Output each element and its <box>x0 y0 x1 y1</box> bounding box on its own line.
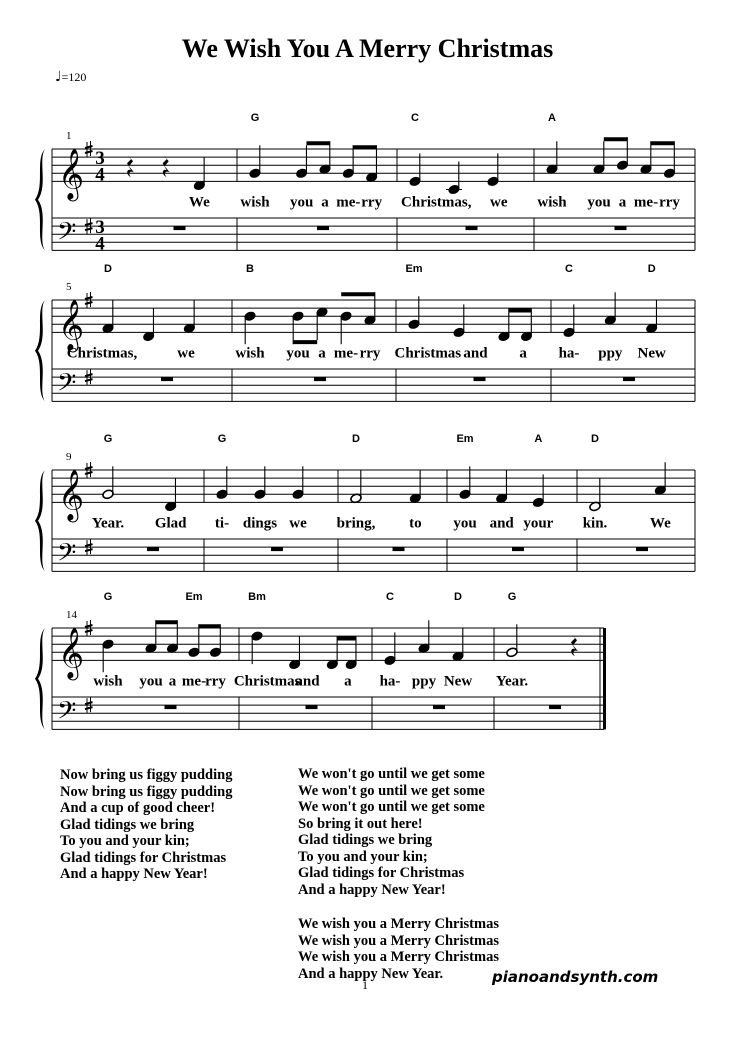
treble-staff <box>52 470 695 502</box>
treble-staff <box>52 628 604 660</box>
bass-clef-icon: 𝄢 <box>57 696 77 732</box>
treble-clef-icon: 𝄞 <box>58 627 85 679</box>
beam <box>293 340 317 344</box>
lyric-syllable: We <box>188 194 210 211</box>
lyric-syllable: you <box>453 515 477 532</box>
sharp-stroke <box>85 223 93 225</box>
chord-symbol: G <box>507 591 517 603</box>
lyric-syllable: ppy <box>411 673 437 690</box>
verse-3 <box>298 766 485 898</box>
whole-rest-icon <box>474 377 486 381</box>
chord-symbol: D <box>647 263 656 275</box>
lyric-syllable: ha- <box>379 673 401 690</box>
quarter-note-icon: ♩ <box>55 69 62 85</box>
lyric-syllable: kin. <box>582 515 608 532</box>
lyric-syllable: We <box>649 515 671 532</box>
lyric-syllable: New <box>637 345 666 362</box>
sharp-stroke <box>85 472 93 474</box>
whole-rest-icon <box>466 226 478 230</box>
lyric-syllable: a <box>344 673 352 690</box>
measure-number: 5 <box>66 281 72 293</box>
beam <box>353 145 376 149</box>
measure-number: 1 <box>66 130 72 142</box>
whole-rest-icon <box>317 226 329 230</box>
whole-rest-icon <box>147 547 159 551</box>
quarter-rest-icon <box>163 155 170 177</box>
lyric-syllable: and <box>295 673 320 690</box>
chord-symbol: B <box>246 263 254 275</box>
lyric-syllable: and <box>463 345 488 362</box>
lyric-syllable: dings <box>242 515 278 532</box>
lyric-syllable: rry <box>659 194 680 211</box>
whole-rest-icon <box>271 547 283 551</box>
whole-rest-icon <box>549 705 561 709</box>
chord-symbol: D <box>454 591 462 603</box>
lyric-syllable: you <box>139 673 163 690</box>
lyric-syllable: you <box>587 194 611 211</box>
lyric-syllable: me- <box>181 673 207 690</box>
measure-number: 14 <box>66 609 77 621</box>
sharp-stroke <box>85 549 93 551</box>
tempo-value: =120 <box>61 70 87 84</box>
verse-2 <box>60 767 232 883</box>
lyric-syllable: Year. <box>91 515 125 532</box>
verse-line: Now bring us figgy pudding <box>60 783 233 800</box>
chord-symbol: D <box>591 433 599 445</box>
verse-line: We wish you a Merry Christmas <box>298 932 499 949</box>
sharp-stroke <box>85 151 93 153</box>
beam <box>156 620 178 624</box>
bass-staff <box>52 538 695 574</box>
verse-4 <box>298 916 499 982</box>
sharp-stroke <box>85 146 93 148</box>
sharp-stroke <box>85 702 93 704</box>
verse-line: We won't go until we get some <box>298 782 485 799</box>
time-signature-bottom: 4 <box>95 164 105 186</box>
whole-rest-icon <box>615 226 627 230</box>
chord-symbol: Bm <box>248 591 266 603</box>
lyric-syllable: me- <box>633 194 659 211</box>
lyric-syllable: ti- <box>214 515 230 532</box>
verse-line: We wish you a Merry Christmas <box>298 949 499 965</box>
whole-rest-icon <box>306 705 318 709</box>
chord-symbol: D <box>352 433 360 445</box>
whole-rest-icon <box>165 705 177 709</box>
chord-symbol: G <box>103 591 113 603</box>
quarter-rest-icon <box>127 155 134 177</box>
lyric-syllable: Glad <box>154 515 187 532</box>
lyric-syllable: wish <box>235 345 265 362</box>
lyric-syllable: Christmas, <box>66 345 138 362</box>
bass-staff <box>52 696 604 732</box>
verse-line: So bring it out here! <box>298 815 423 832</box>
sharp-stroke <box>85 379 93 381</box>
sharp-stroke <box>85 228 93 230</box>
chord-symbol: A <box>548 112 556 124</box>
beam <box>341 292 375 296</box>
bass-clef-icon: 𝄢 <box>57 217 77 253</box>
chord-symbol: Em <box>185 591 203 603</box>
chord-symbol: A <box>534 433 543 445</box>
lyric-syllable: a <box>519 345 527 362</box>
beam <box>199 624 221 628</box>
chord-symbol: G <box>103 433 113 445</box>
whole-rest-icon <box>512 547 524 551</box>
verse-line: To you and your kin; <box>60 833 190 849</box>
lyric-syllable: you <box>289 194 314 211</box>
brace <box>35 149 45 250</box>
sharp-stroke <box>85 625 93 627</box>
beam <box>337 636 356 640</box>
lyric-syllable: New <box>443 673 473 690</box>
lyric-syllable: wish <box>93 673 123 690</box>
beam <box>509 308 532 312</box>
sharp-stroke <box>85 302 93 304</box>
bass-clef-icon: 𝄢 <box>57 538 77 574</box>
lyric-syllable: rry <box>361 194 383 211</box>
quarter-rest-icon <box>571 634 578 656</box>
sharp-stroke <box>85 297 93 299</box>
sharp-stroke <box>85 467 93 469</box>
whole-rest-icon <box>636 547 648 551</box>
chord-symbol: Em <box>405 263 423 275</box>
lyric-syllable: wish <box>240 194 270 211</box>
bass-clef-icon: 𝄢 <box>57 368 77 404</box>
page-number: 1 <box>362 978 368 992</box>
time-signature-bottom: 4 <box>95 233 105 255</box>
bass-staff <box>52 217 695 253</box>
verse-line: We won't go until we get some <box>298 799 485 815</box>
brace <box>35 628 45 729</box>
time-signature-top: 3 <box>95 148 105 170</box>
sharp-stroke <box>85 544 93 546</box>
verse-line: Glad tidings for Christmas <box>60 849 227 866</box>
verse-line: And a happy New Year. <box>298 965 444 982</box>
beam <box>604 137 628 141</box>
page-title: We Wish You A Merry Christmas <box>181 34 554 63</box>
time-signature-top: 3 <box>95 217 105 239</box>
lyric-syllable: you <box>286 345 310 362</box>
verse-line: We wish you a Merry Christmas <box>298 916 499 932</box>
lyric-syllable: rry <box>359 345 381 362</box>
verse-line: To you and your kin; <box>298 848 428 865</box>
lyric-syllable: and <box>489 515 514 532</box>
whole-rest-icon <box>161 377 173 381</box>
lyric-syllable: bring, <box>336 515 376 532</box>
treble-clef-icon: 𝄞 <box>58 469 85 521</box>
brace <box>35 470 45 571</box>
lyric-syllable: Christmas <box>394 345 462 362</box>
chord-symbol: G <box>217 433 227 445</box>
bass-staff <box>52 368 695 404</box>
verse-line: Now bring us figgy pudding <box>60 767 233 783</box>
sharp-stroke <box>85 374 93 376</box>
sharp-stroke <box>85 630 93 632</box>
chord-symbol: C <box>565 263 573 275</box>
verse-line: And a happy New Year! <box>60 866 208 882</box>
whole-rest-icon <box>393 547 405 551</box>
brace <box>35 300 45 401</box>
watermark: pianoandsynth.com <box>492 968 659 986</box>
lyric-syllable: to <box>409 515 422 532</box>
chord-symbol: G <box>250 112 260 124</box>
whole-rest-icon <box>623 377 635 381</box>
beam <box>651 141 675 145</box>
treble-clef-icon: 𝄞 <box>58 299 85 351</box>
lyric-syllable: wish <box>537 194 567 211</box>
verse-line: Glad tidings we bring <box>60 816 195 833</box>
lyric-syllable: a <box>618 194 627 211</box>
chord-symbol: C <box>386 591 394 603</box>
whole-rest-icon <box>433 705 445 709</box>
beam <box>306 141 329 145</box>
verse-line: We won't go until we get some <box>298 766 485 782</box>
lyric-syllable: we <box>177 345 195 362</box>
lyric-syllable: rry <box>205 673 226 690</box>
lyric-syllable: your <box>523 515 554 532</box>
whole-rest-icon <box>314 377 326 381</box>
lyric-syllable: ha- <box>558 345 580 362</box>
measure-number: 9 <box>66 451 72 463</box>
verse-line: Glad tidings for Christmas <box>298 865 465 881</box>
sharp-stroke <box>85 707 93 709</box>
lyric-syllable: a <box>321 194 329 211</box>
verse-line: And a happy New Year! <box>298 881 446 898</box>
final-barline-thick <box>603 628 606 729</box>
lyric-syllable: Christmas <box>233 673 301 690</box>
lyric-syllable: a <box>318 345 326 362</box>
chord-symbol: Em <box>456 433 474 445</box>
chord-symbol: D <box>104 263 112 275</box>
treble-clef-icon: 𝄞 <box>58 148 85 200</box>
lyric-syllable: a <box>168 673 177 690</box>
lyric-syllable: me- <box>333 345 359 362</box>
lyric-syllable: we <box>490 194 508 211</box>
verse-line: Glad tidings we bring <box>298 832 433 848</box>
lyric-syllable: me- <box>336 194 361 211</box>
chord-symbol: C <box>411 112 419 124</box>
lyric-syllable: Christmas, <box>401 194 472 211</box>
lyric-syllable: Year. <box>495 673 529 690</box>
lyric-syllable: we <box>289 515 307 532</box>
lyric-syllable: ppy <box>598 345 623 362</box>
verse-line: And a cup of good cheer! <box>60 800 216 816</box>
treble-staff <box>52 300 695 332</box>
whole-rest-icon <box>174 226 186 230</box>
